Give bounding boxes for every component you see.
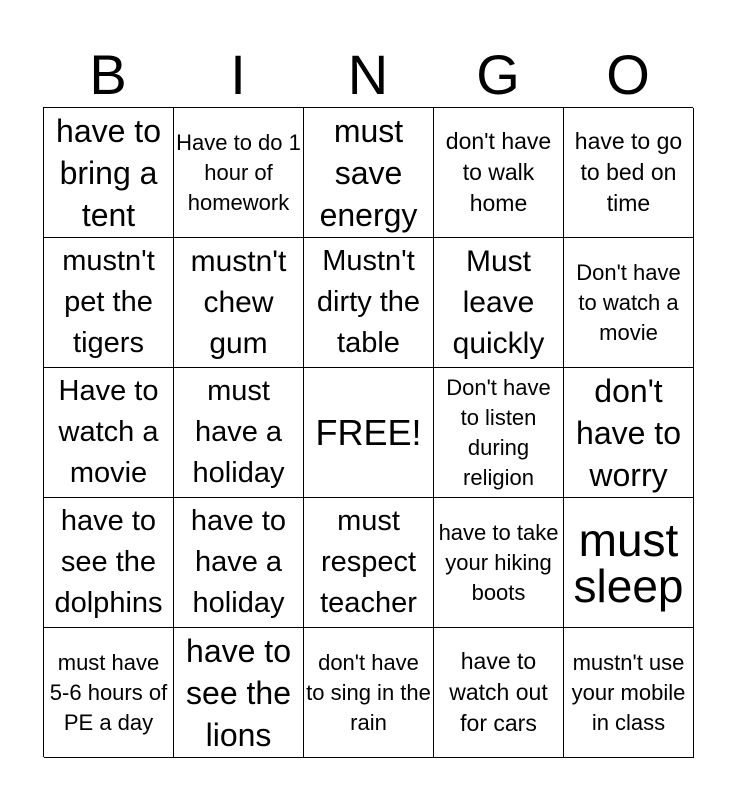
cell-text: mustn't use your mobile in class	[571, 649, 686, 735]
header-letter-i: I	[230, 43, 246, 106]
bingo-cell[interactable]	[564, 498, 694, 628]
cell-text: must have 5-6 hours of PE a day	[49, 649, 168, 735]
bingo-card	[43, 107, 693, 757]
free-space-label: FREE!	[315, 411, 422, 453]
bingo-cell[interactable]	[564, 628, 694, 758]
cell-text: Don't have to listen during religion	[446, 374, 551, 490]
bingo-cell[interactable]	[174, 108, 304, 238]
cell-text: must have a holiday	[192, 375, 285, 489]
bingo-header	[43, 42, 693, 108]
cell-text: Have to watch a movie	[58, 375, 159, 489]
cell-text: must save energy	[319, 112, 418, 233]
bingo-cell[interactable]	[304, 238, 434, 368]
bingo-cell[interactable]	[174, 628, 304, 758]
bingo-cell[interactable]	[44, 238, 174, 368]
cell-text: Mustn't dirty the table	[316, 245, 421, 359]
bingo-cell[interactable]	[44, 368, 174, 498]
free-space[interactable]	[304, 368, 434, 498]
cell-text: don't have to walk home	[445, 128, 552, 216]
cell-text: have to see the lions	[186, 632, 291, 753]
bingo-cell[interactable]	[44, 498, 174, 628]
bingo-cell[interactable]	[434, 498, 564, 628]
cell-text: Must leave quickly	[452, 245, 545, 360]
header-letter-b: B	[89, 43, 127, 106]
cell-text: have to have a holiday	[190, 505, 287, 619]
bingo-cell[interactable]	[434, 108, 564, 238]
bingo-cell[interactable]	[434, 368, 564, 498]
cell-text: have to bring a tent	[56, 112, 161, 233]
cell-text: have to watch out for cars	[449, 648, 548, 736]
bingo-cell[interactable]	[174, 238, 304, 368]
header-letter-g: G	[476, 43, 520, 106]
header-letter-o: O	[606, 43, 650, 106]
cell-text: must respect teacher	[320, 505, 417, 619]
bingo-cell[interactable]	[44, 108, 174, 238]
bingo-cell[interactable]	[434, 238, 564, 368]
cell-text: have to see the dolphins	[54, 505, 163, 619]
cell-text: don't have to sing in the rain	[306, 649, 431, 735]
cell-text: have to take your hiking boots	[438, 519, 559, 605]
cell-text: must sleep	[573, 513, 684, 612]
bingo-cell[interactable]	[174, 368, 304, 498]
bingo-cell[interactable]	[564, 238, 694, 368]
bingo-cell[interactable]	[304, 628, 434, 758]
cell-text: Don't have to watch a movie	[576, 259, 681, 345]
header-letter-n: N	[347, 43, 389, 106]
bingo-cell[interactable]	[564, 368, 694, 498]
bingo-cell[interactable]	[564, 108, 694, 238]
cell-text: mustn't chew gum	[190, 245, 287, 360]
cell-text: Have to do 1 hour of homework	[176, 129, 301, 215]
bingo-cell[interactable]	[434, 628, 564, 758]
cell-text: have to go to bed on time	[574, 128, 683, 216]
cell-text: don't have to worry	[576, 372, 681, 493]
cell-text: mustn't pet the tigers	[62, 245, 155, 359]
bingo-cell[interactable]	[44, 628, 174, 758]
bingo-cell[interactable]	[174, 498, 304, 628]
bingo-cell[interactable]	[304, 108, 434, 238]
bingo-cell[interactable]	[304, 498, 434, 628]
